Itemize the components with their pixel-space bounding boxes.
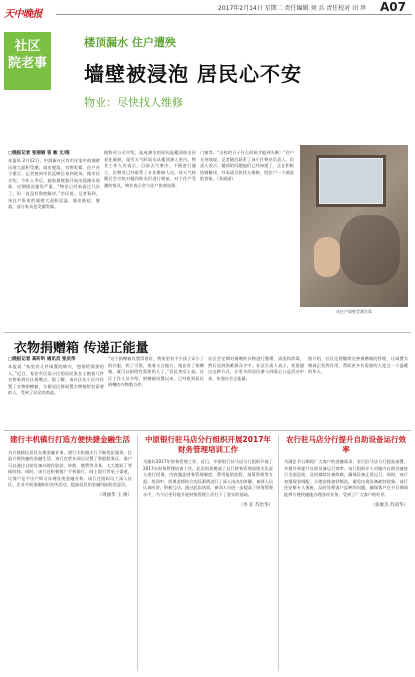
bottom-title-1: 建行丰机镇行打造方便快捷金融生活: [10, 435, 130, 444]
main-col2-text: 据物业公司介绍，造成渗水的原因是楼顶防水层老化破损，雨雪天气时雨水从楼顶渗入室内。物业工作人员表示，目前天气寒冷，不便进行施工，但物业已经联系了专业维修人员，待天气转暖后会尽快对楼顶防水层进行修复。对于住户受潮的家具，物业表示会与住户协商处理。: [104, 150, 196, 188]
main-column-3: [200, 150, 294, 328]
section-badge: [4, 32, 51, 90]
masthead: 天中晚报: [4, 9, 42, 20]
main-subhead: 物业：尽快找人维修: [84, 96, 183, 109]
bottom-body-2: 为做好2017年财务管理工作，近日，中原银行驻马店分行组织开展了2017年财务管理培训工作。此次培训邀请了总行财务管理部相关负责人进行授课，内容涵盖财务管理制度、费用报销流程、预算管理等方面。培训中，授课老师结合实际案例进行了深入浅出的讲解，参训人员认真听讲，积极互动。通过此次培训，参训人员进一步提高了财务管理水平，为今后更好地开展财务管理工作打下了坚实的基础。: [143, 459, 273, 497]
header-rule: [56, 14, 412, 15]
second-column-3: [208, 356, 304, 426]
bottom-sign-1: （周丽华 王 俊）: [97, 493, 132, 499]
main-col3-text: 门窗等。“这样的日子什么时候才能到头啊！”住户无奈地说。记者随后联系了该小区物业负责人。负责人表示，楼顶的问题他们已经知道了，正在积极协调解决，并承诺尽快找人维修，给住户一个满意的答复。（张丽丽）: [200, 150, 294, 182]
bottom-sign-3: （张俊杰 苏国华）: [370, 502, 408, 508]
page-number: A07: [380, 0, 406, 14]
section-divider-2: [4, 430, 411, 431]
bottom-title-2: 中原银行驻马店分行组织开展2017年财务管理培训工作: [145, 435, 271, 454]
second-byline: □晚报记者 高昕昕 通讯员 张庆伟: [8, 357, 76, 362]
main-column-1: [8, 150, 100, 328]
bottom-sign-2: （李 亚 苏治华）: [238, 502, 273, 508]
second-headline: 衣物捐赠箱 传递正能量: [14, 341, 149, 356]
bottom-column-zyb: [143, 435, 273, 671]
main-headline: 墙壁被浸泡 居民心不安: [84, 62, 302, 86]
section-line-2: 院老事: [7, 56, 47, 71]
second-column-1: [8, 356, 104, 426]
column-divider-2: [278, 435, 279, 671]
bottom-title-3: 农行驻马店分行提升自助设备运行效率: [286, 435, 406, 454]
second-col2-text: “这个捐赠箱设置得很好，我家里有不少孩子穿小了的衣服，扔了可惜，放着又占地方，现在有了捐赠箱，就可以捐给有需要的人了。”居民李女士说。社区工作人员介绍，捐赠箱设置以来，已经收到居民捐赠的衣物数百件。: [108, 356, 204, 388]
column-divider-1: [137, 435, 138, 671]
section-line-1: 社区: [14, 39, 41, 54]
section-divider-1: [4, 332, 411, 333]
main-col1-text: 本报讯 2月12日，中润新社区有市民家中的墙壁出现大面积受潮，墙皮脱落，衣物发霉，住户苦不堪言。记者接到市民反映后来到现场。据市民介绍，今年入冬后，她家墙壁就开始出现渗水现象，近期情况越发严重。“物业已经来看过几次了，但一直没有彻底解决。”市民说。记者看到，该住户卧室的墙壁大面积浸湿，墙皮鼓起、脱落，部分家具也受潮发霉。: [8, 158, 100, 210]
main-kicker: 楼顶漏水 住户遭殃: [84, 36, 176, 49]
second-column-2: [108, 356, 204, 426]
wall-photo: [300, 145, 408, 307]
second-col1-text: 本报讯 “家里有几件闲置的棉衣，想捐给需要的人。”近日，家住市区某小区的居民张女士抱着几件衣物来到社区捐赠点。据了解，该社区在小区内设置了衣物捐赠箱，方便居民将闲置衣物捐给有需要的人，受到了居民的欢迎。: [8, 364, 104, 396]
photo-caption: 该住户墙壁受潮发霉: [336, 309, 372, 314]
main-column-2: [104, 150, 196, 328]
bottom-body-1: 为方便辖区居民办理金融业务，建行丰机镇支行不断优化服务，打造方便快捷的金融生活。该行在营业网点设置了智能服务区，客户可以通过自助设备办理存取款、转账、缴费等业务，大大缩短了等候时间。同时，该行还积极推广手机银行、网上银行等电子渠道，让客户足不出户即可办理各类金融业务。该行还组织员工深入社区、企业开展金融知识宣传活动，提高居民的金融风险防范意识。: [8, 449, 132, 488]
second-column-4: [308, 356, 408, 426]
main-byline: □晚报记者 张丽丽 袁 敏 文/图: [8, 151, 70, 156]
bottom-body-3: 为满足节日期间广大客户的金融需求，农行驻马店分行提前部署，多措并举提升自助设备运行效率。该行组织专人对辖内自助设备进行全面巡检，及时排除设备故障，确保设备正常运行。同时，该行加强现金调配，合理安排加钞频次，避免出现设备缺钞现象。该行还安排专人值班，及时处理客户反映的问题，确保客户在节日期间能够方便快捷地办理各项业务，受到了广大客户的好评。: [284, 459, 408, 497]
second-col4-text: 据介绍，社区还将继续完善捐赠箱的管理，让闲置衣物真正发挥作用，帮助更多有需要的人度过一个温暖的冬天。: [308, 356, 408, 375]
bottom-column-ccb: [8, 435, 132, 671]
bottom-column-abc: [284, 435, 408, 671]
dateline: 2017年2月14日 星期二 责任编辑 刘 兵 责任校对 田 珍: [218, 5, 367, 12]
second-col3-text: 社区会定期对捐赠的衣物进行整理、清洗和消毒，然后送到困难群众手中。社区负责人表示，希望通过这种方式，让更多的居民参与到爱心公益活动中来，传递社会正能量。: [208, 356, 304, 381]
